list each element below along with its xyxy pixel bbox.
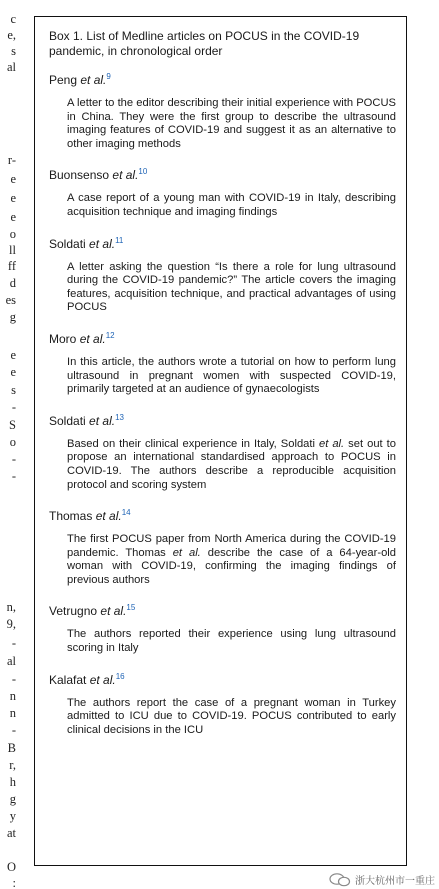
left-column-fragment: ll bbox=[9, 243, 16, 257]
watermark bbox=[329, 872, 435, 887]
entry-kalafat bbox=[49, 673, 396, 738]
left-column-fragment: n bbox=[9, 706, 16, 720]
entry-vetrugno bbox=[49, 604, 396, 655]
left-column-fragment: e bbox=[10, 172, 16, 186]
entry-author: Peng et al.$^9$ bbox=[49, 72, 111, 87]
entry-description: A letter asking the question “Is there a role for lung ultrasound during the COVID-19 pandemic?” The article covers the imaging features, acquisition technique, and practical advantages of using POCUS bbox=[67, 260, 396, 314]
left-column-fragment: o bbox=[9, 227, 16, 241]
entry-soldati-13 bbox=[49, 414, 396, 492]
left-column-fragment: O bbox=[6, 860, 16, 874]
left-column-fragment: c bbox=[10, 12, 16, 26]
left-column-fragment: h bbox=[9, 775, 16, 789]
reference-link[interactable]: 15 bbox=[126, 603, 136, 613]
left-column-fragment: at bbox=[6, 826, 16, 840]
left-column-fragment: e bbox=[10, 210, 16, 224]
entry-author: Moro et al.$^{12}$ bbox=[49, 330, 115, 346]
entry-author: Buonsenso et al.$^{10}$ bbox=[49, 167, 148, 183]
left-column-fragment: ff bbox=[7, 259, 16, 273]
left-column-fragment: g bbox=[9, 310, 16, 324]
left-column-fragment: - bbox=[11, 400, 16, 414]
entry-description: A letter to the editor describing their initial experience with POCUS in China. They were the first group to describe the ultrasound imaging features of COVID-19 and suggest it as an alternative to other imaging methods bbox=[67, 97, 396, 150]
entry-description: A case report of a young man with COVID-19 in Italy, describing acquisition technique and imaging findings bbox=[67, 192, 396, 218]
left-column-fragment: o bbox=[9, 435, 16, 449]
reference-link[interactable]: 10 bbox=[138, 167, 148, 177]
left-column-fragment: - bbox=[11, 636, 16, 650]
entry-buonsenso bbox=[49, 168, 396, 219]
left-column-fragment: 9, bbox=[6, 617, 16, 631]
left-column-fragment: e bbox=[10, 191, 16, 205]
left-column-fragment: e, bbox=[7, 28, 16, 42]
entry-description: Based on their clinical experience in Italy, Soldati et al. set out to propose an international standardised approach to POCUS in COVID-19. The authors describe a reproducible acquisition protocol and scoring system bbox=[67, 437, 396, 491]
left-column-fragment: - bbox=[11, 469, 16, 483]
left-column-fragment: al bbox=[6, 654, 16, 668]
entry-description: In this article, the authors wrote a tutorial on how to perform lung ultrasound in pregnant women with suspected COVID-19, primarily targeted at an audience of gynaecologists bbox=[67, 355, 396, 396]
entry-moro bbox=[49, 332, 396, 397]
left-column-fragment: e bbox=[10, 365, 16, 379]
entry-peng bbox=[49, 73, 396, 151]
entry-author: Soldati et al.$^{11}$ bbox=[49, 235, 124, 251]
left-column-fragment: - bbox=[11, 723, 16, 737]
left-column-fragment: e bbox=[10, 348, 16, 362]
reference-link[interactable]: 11 bbox=[115, 235, 124, 245]
reference-link[interactable]: 9 bbox=[106, 72, 111, 81]
left-column-text bbox=[0, 0, 16, 889]
left-column-fragment: S bbox=[9, 418, 16, 432]
entry-description: The first POCUS paper from North America during the COVID-19 pandemic. Thomas et al. describe the case of a 64-year-old woman with COVID-19, confirming the imaging findings of previous authors bbox=[67, 533, 397, 586]
entry-author: Vetrugno et al.$^{15}$ bbox=[49, 603, 136, 619]
reference-link[interactable]: 16 bbox=[115, 671, 125, 681]
left-column-fragment: n bbox=[9, 689, 16, 703]
reference-link[interactable]: 12 bbox=[105, 330, 115, 340]
box-title: Box 1. List of Medline articles on POCUS in the COVID-19 pandemic, in chronological order bbox=[49, 29, 360, 58]
left-column-fragment: g bbox=[9, 792, 16, 806]
watermark-text: 浙大杭州市一重庄 bbox=[355, 876, 435, 887]
left-column-fragment: n, bbox=[6, 600, 16, 614]
entry-thomas bbox=[49, 509, 396, 587]
left-column-fragment: - bbox=[11, 672, 16, 686]
wechat-icon bbox=[329, 873, 351, 887]
left-column-fragment: y bbox=[9, 809, 16, 823]
entry-description: The authors reported their experience using lung ultrasound scoring in Italy bbox=[67, 628, 396, 655]
left-column-fragment: s bbox=[11, 44, 16, 58]
left-column-fragment: r- bbox=[7, 153, 16, 167]
left-column-fragment: s bbox=[11, 383, 16, 397]
entry-author: Thomas et al.$^{14}$ bbox=[49, 508, 131, 524]
reference-link[interactable]: 14 bbox=[121, 508, 131, 518]
left-column-fragment: : bbox=[12, 876, 16, 889]
articles-box bbox=[34, 16, 407, 866]
left-column-fragment: d bbox=[9, 276, 16, 290]
left-column-fragment: r, bbox=[9, 758, 16, 772]
left-column-fragment: al bbox=[6, 60, 16, 74]
reference-link[interactable]: 13 bbox=[115, 412, 124, 422]
entry-author: Kalafat et al.$^{16}$ bbox=[49, 671, 125, 687]
left-column-fragment: - bbox=[11, 452, 16, 466]
entry-soldati-11 bbox=[49, 237, 396, 315]
entry-author: Soldati et al.$^{13}$ bbox=[49, 412, 124, 428]
left-column-fragment: es bbox=[5, 293, 16, 307]
entry-description: The authors report the case of a pregnant woman in Turkey admitted to ICU due to COVID-19. POCUS contributed to early clinical decisions in the ICU bbox=[67, 696, 396, 736]
left-column-fragment: B bbox=[7, 741, 16, 755]
